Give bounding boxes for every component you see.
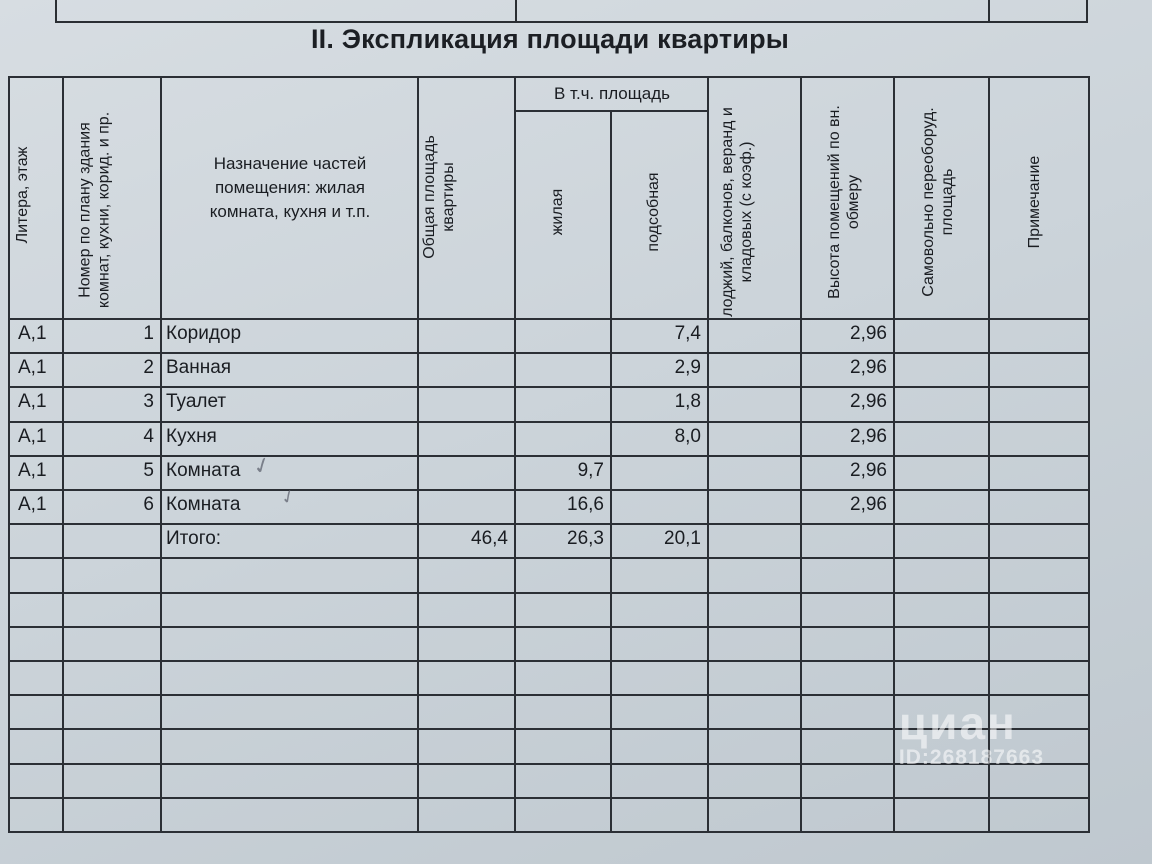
row-line (8, 660, 1090, 662)
header-living: жилая (549, 188, 566, 236)
cell-auxiliary: 2,9 (674, 357, 701, 379)
header-auxiliary: подсобная (645, 172, 662, 252)
check-mark-icon: ✓ (277, 484, 300, 510)
header-bottom-border (8, 318, 1090, 320)
header-including-group: В т.ч. площадь (554, 84, 670, 103)
column-line (610, 110, 612, 833)
row-line (8, 386, 1090, 388)
top-table-vline (515, 0, 517, 22)
table-top-border (8, 76, 1090, 78)
cell-room-number: 2 (143, 357, 154, 379)
column-line (1088, 76, 1090, 833)
row-line (8, 455, 1090, 457)
cell-height: 2,96 (850, 494, 887, 515)
cell-room-number: 1 (143, 323, 154, 344)
total-auxiliary: 20,1 (664, 528, 701, 550)
header-height: Высота помещений по вн. обмеру (826, 105, 862, 299)
column-line (893, 76, 895, 833)
cell-height: 2,96 (850, 323, 887, 344)
cell-litera: А,1 (18, 323, 47, 344)
row-line (8, 797, 1090, 799)
cell-auxiliary: 8,0 (674, 425, 701, 447)
cell-height: 2,96 (850, 459, 887, 481)
header-room-number: Номер по плану здания комнат, кухни, корид. и пр. (76, 111, 113, 309)
cell-purpose: Туалет (166, 391, 227, 413)
top-table-vline (55, 0, 57, 22)
cell-litera: А,1 (18, 459, 47, 481)
column-line (62, 76, 64, 833)
column-line (417, 76, 419, 833)
cell-height: 2,96 (850, 425, 887, 447)
check-mark-icon: ✓ (249, 450, 275, 481)
cell-room-number: 5 (143, 459, 154, 481)
cell-purpose: Коридор (166, 323, 242, 344)
cell-purpose: Комната (166, 494, 241, 515)
row-line (8, 421, 1090, 423)
cell-height: 2,96 (850, 357, 887, 379)
cell-litera: А,1 (18, 425, 47, 447)
page-title: II. Экспликация площади квартиры (310, 24, 790, 54)
row-line (8, 352, 1090, 354)
top-table-bottom-line (55, 21, 1088, 23)
row-line (8, 523, 1090, 525)
total-living: 26,3 (567, 528, 604, 550)
cell-purpose: Кухня (166, 425, 217, 447)
header-total-area: Общая площадь квартиры (421, 135, 457, 259)
cell-auxiliary: 1,8 (674, 391, 701, 413)
watermark-id: ID:268187663 (898, 746, 1044, 769)
cell-purpose: Комната (166, 459, 241, 481)
row-line (8, 831, 1090, 833)
row-line (8, 592, 1090, 594)
watermark (899, 696, 1044, 770)
cell-litera: А,1 (18, 391, 47, 413)
cell-room-number: 6 (143, 494, 154, 515)
column-line (8, 76, 10, 833)
header-unauthorized: Самовольно переоборуд. площадь (920, 107, 956, 297)
header-litera: Литера, этаж (14, 146, 31, 244)
cell-height: 2,96 (850, 391, 887, 413)
header-loggias: лоджий, балконов, веранд и кладовых (с коэф.) (719, 107, 755, 317)
cell-litera: А,1 (18, 494, 47, 515)
top-table-vline (1086, 0, 1088, 22)
cell-living: 9,7 (577, 459, 604, 481)
header-note: Примечание (1026, 155, 1043, 249)
column-line (160, 76, 162, 833)
column-line (800, 76, 802, 833)
cell-auxiliary: 7,4 (674, 323, 701, 344)
cell-room-number: 4 (143, 425, 154, 447)
total-label: Итого: (166, 528, 222, 550)
top-table-vline (988, 0, 990, 22)
cell-living: 16,6 (567, 494, 604, 515)
column-line (707, 76, 709, 833)
total-area: 46,4 (471, 528, 508, 550)
row-line (8, 489, 1090, 491)
row-line (8, 626, 1090, 628)
column-line (514, 76, 516, 833)
cell-purpose: Ванная (166, 357, 232, 379)
header-purpose: Назначение частей помещения: жилая комната, кухня и т.п. (209, 154, 371, 221)
cell-litera: А,1 (18, 357, 47, 379)
row-line (8, 557, 1090, 559)
watermark-brand: циан (898, 697, 1017, 749)
cell-room-number: 3 (143, 391, 154, 413)
